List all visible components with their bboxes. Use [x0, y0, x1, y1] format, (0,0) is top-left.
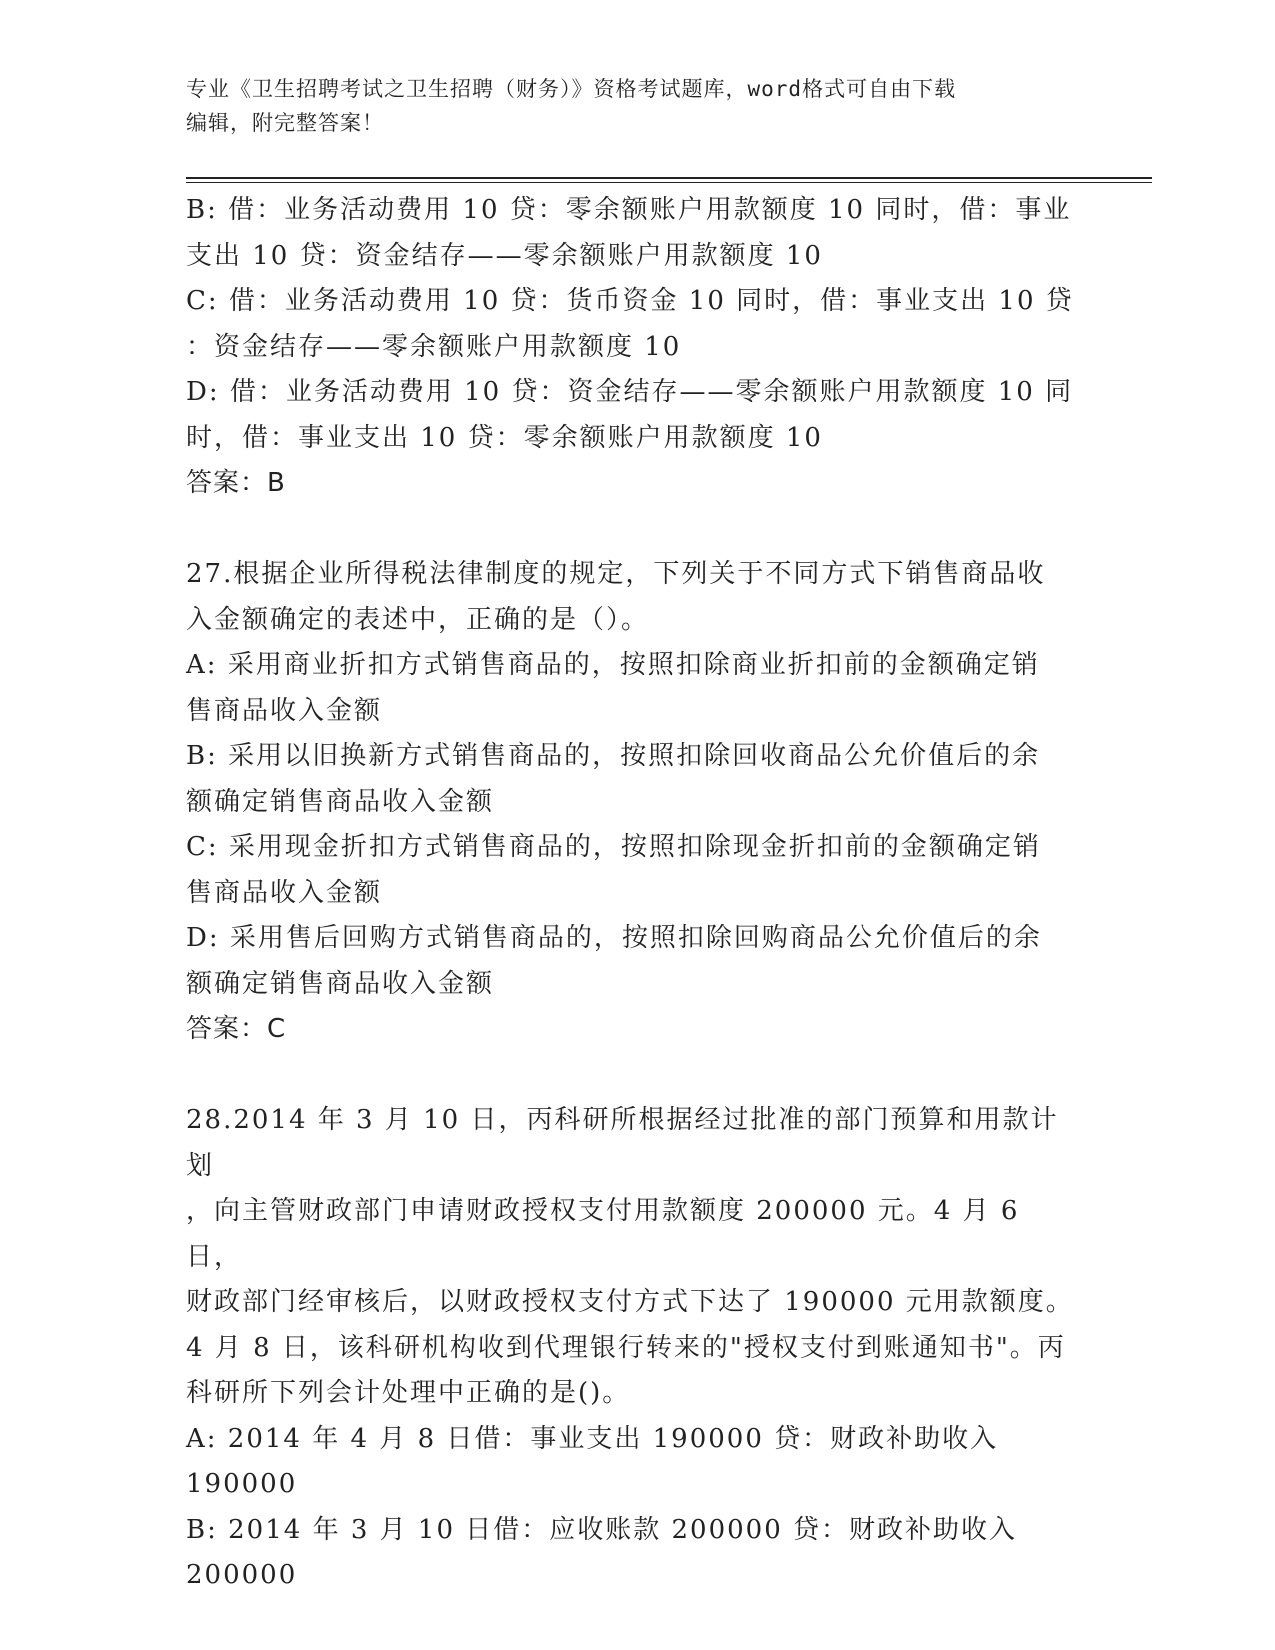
q26-option-d-line-1: D: 借：业务活动费用 10 贷：资金结存——零余额账户用款额度 10 同: [186, 377, 1074, 407]
q28-stem-line-3: 财政部门经审核后，以财政授权支付方式下达了 190000 元用款额度。: [186, 1287, 1074, 1317]
header-line-1: 专业《卫生招聘考试之卫生招聘（财务）》资格考试题库，word格式可自由下载: [186, 77, 957, 101]
document-body: [186, 188, 1076, 1599]
q27-option-d-line-2: 额确定销售商品收入金额: [186, 968, 495, 999]
q26-option-d-line-2: 时，借：事业支出 10 贷：零余额账户用款额度 10: [186, 422, 823, 453]
section-gap: [186, 507, 1076, 553]
q28-option-a: A: 2014 年 4 月 8 日借：事业支出 190000 贷：财政补助收入 190000: [186, 1423, 999, 1499]
q26-answer: 答案：B: [186, 468, 286, 498]
q28-option-b: B: 2014 年 3 月 10 日借：应收账款 200000 贷：财政补助收入 200000: [186, 1514, 1018, 1590]
q27-option-b-line-1: B: 采用以旧换新方式销售商品的，按照扣除回收商品公允价值后的余: [186, 741, 1041, 771]
question-26: [186, 188, 1076, 507]
document-header: [186, 72, 1066, 140]
q28-stem-line-2: ，向主管财政部门申请财政授权支付用款额度 200000 元。4 月 6 日，: [186, 1196, 1020, 1272]
q27-option-a-line-1: A: 采用商业折扣方式销售商品的，按照扣除商业折扣前的金额确定销: [186, 650, 1040, 680]
q28-stem-line-1: 28.2014 年 3 月 10 日，丙科研所根据经过批准的部门预算和用款计划: [186, 1105, 1059, 1181]
q27-stem-line-1: 27.根据企业所得税法律制度的规定，下列关于不同方式下销售商品收: [186, 559, 1046, 589]
header-rule-thick: [186, 177, 1152, 179]
q28-stem-line-4: 4 月 8 日，该科研机构收到代理银行转来的"授权支付到账通知书"。丙: [186, 1332, 1066, 1363]
header-rule-thin: [186, 182, 1152, 183]
q27-option-b-line-2: 额确定销售商品收入金额: [186, 786, 495, 817]
q27-option-d-line-1: D: 采用售后回购方式销售商品的，按照扣除回购商品公允价值后的余: [186, 923, 1042, 953]
question-27: [186, 552, 1076, 1053]
question-28: [186, 1098, 1076, 1599]
q27-answer: 答案：C: [186, 1014, 287, 1044]
section-gap: [186, 1053, 1076, 1099]
q27-stem-line-2: 入金额确定的表述中，正确的是（）。: [186, 604, 650, 635]
q28-stem-line-5: 科研所下列会计处理中正确的是()。: [186, 1378, 631, 1408]
q27-option-a-line-2: 售商品收入金额: [186, 695, 383, 726]
q27-option-c-line-2: 售商品收入金额: [186, 877, 383, 908]
q27-option-c-line-1: C: 采用现金折扣方式销售商品的，按照扣除现金折扣前的金额确定销: [186, 832, 1041, 862]
q26-option-c-line-1: C: 借：业务活动费用 10 贷：货币资金 10 同时，借：事业支出 10 贷: [186, 286, 1074, 316]
q26-option-b-line-1: B: 借：业务活动费用 10 贷：零余额账户用款额度 10 同时，借：事业: [186, 195, 1072, 225]
header-line-2: 编辑，附完整答案！: [186, 111, 384, 135]
q26-option-c-line-2: ：资金结存——零余额账户用款额度 10: [186, 331, 682, 362]
q26-option-b-line-2: 支出 10 贷：资金结存——零余额账户用款额度 10: [186, 240, 823, 271]
